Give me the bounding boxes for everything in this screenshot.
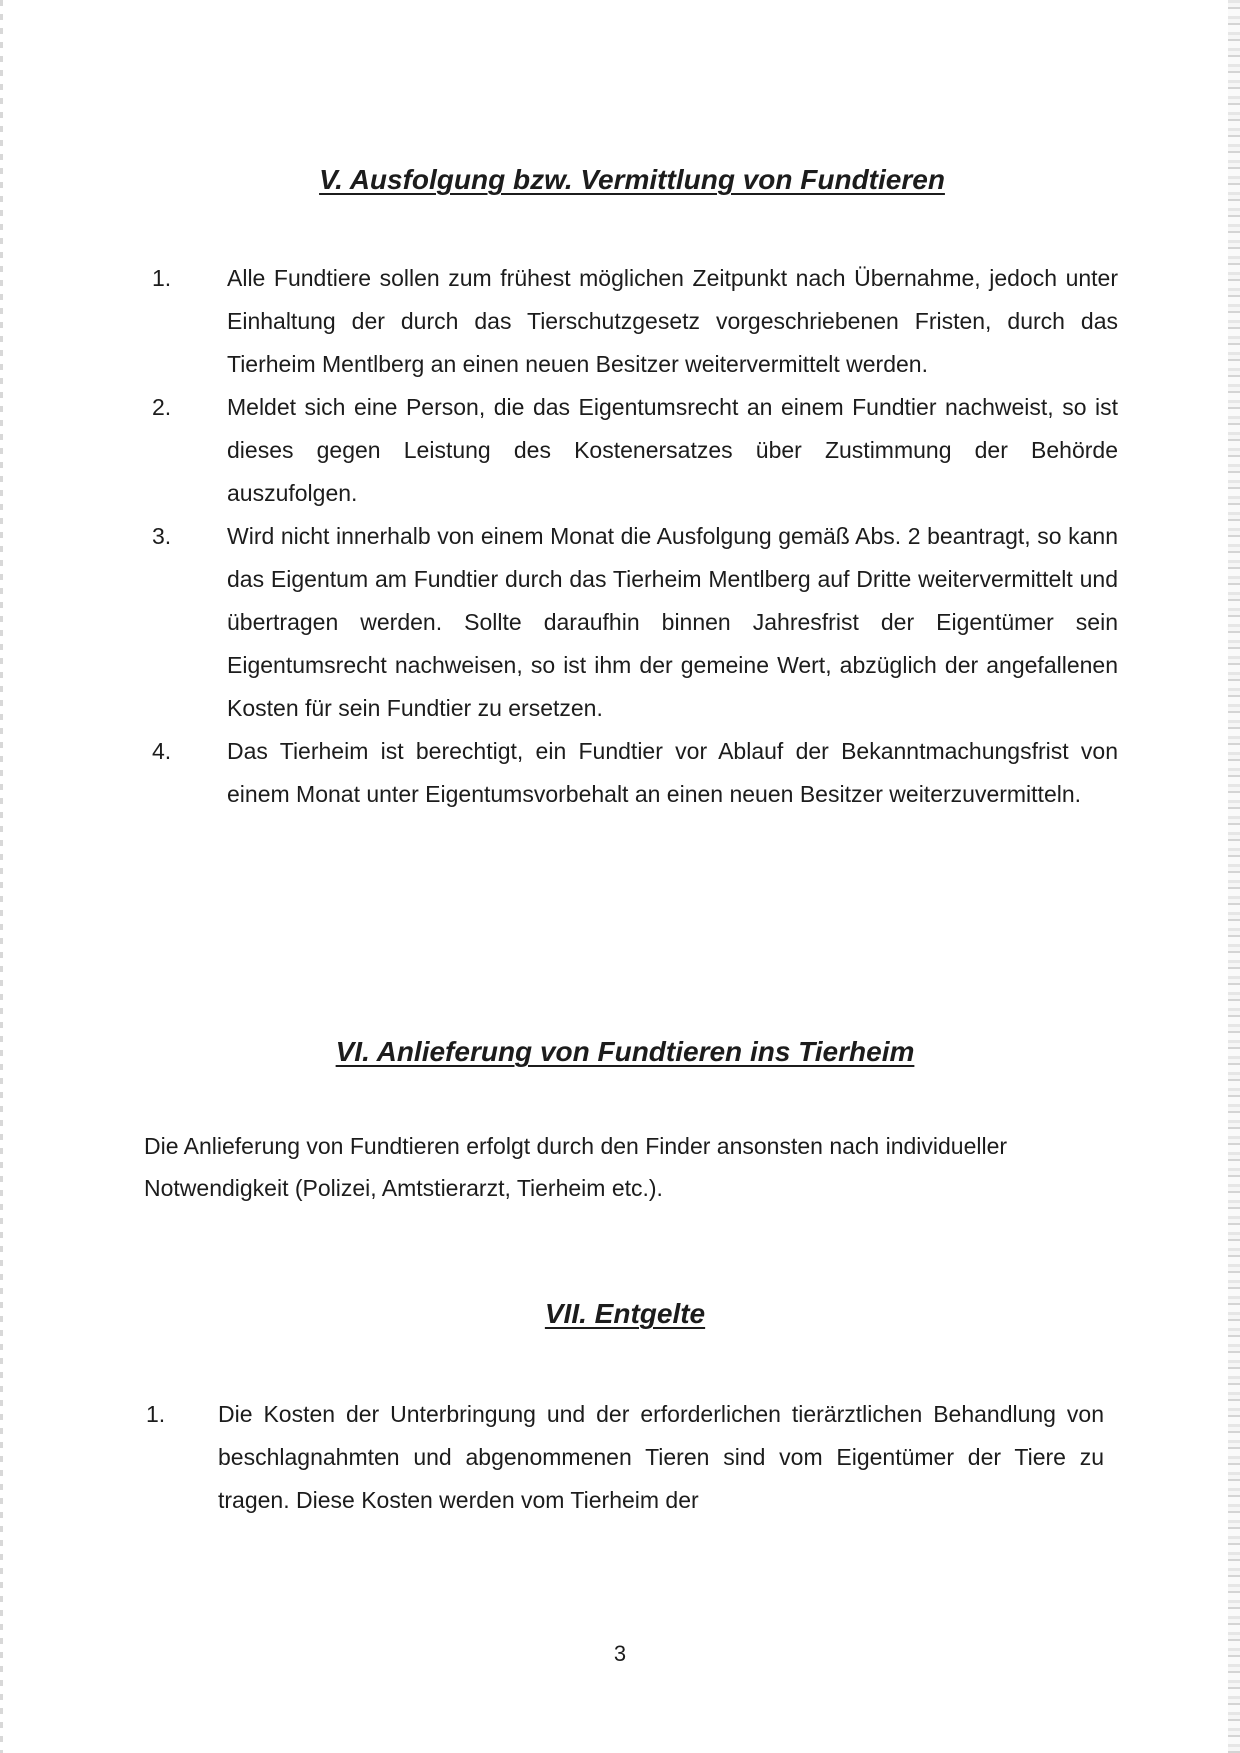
item-number: 1. [152,265,172,291]
item-text: Die Kosten der Unterbringung und der erforderlichen tierärztlichen Behandlung von beschlagnahmten und abgenommenen Tieren sind vom Eigentümer der Tiere zu tragen. Diese Kosten werden vom Tierheim der [218,1401,1104,1513]
item-number: 3. [152,523,172,549]
item-text: Meldet sich eine Person, die das Eigentumsrecht an einem Fundtier nachweist, so ist dieses gegen Leistung des Kostenersatzes über Zustimmung der Behörde auszufolgen. [227,394,1118,506]
section-7-heading: VII. Entgelte [544,1298,706,1329]
list-item [152,730,1118,816]
section-6-paragraph: Die Anlieferung von Fundtieren erfolgt durch den Finder ansonsten nach individueller Notwendigkeit (Polizei, Amtstierarzt, Tierheim etc.). [144,1133,1008,1201]
scan-edge-right [1228,0,1240,1753]
list-item [146,1393,1104,1522]
section-5-list [152,257,1118,816]
item-text: Das Tierheim ist berechtigt, ein Fundtier vor Ablauf der Bekanntmachungsfrist von einem Monat unter Eigentumsvorbehalt an einen neuen Besitzer weiterzuvermitteln. [227,738,1118,807]
item-number: 2. [152,394,172,420]
scan-edge-left [0,0,3,1753]
list-item [152,257,1118,386]
page-number: 3 [613,1641,627,1666]
section-5-heading: V. Ausfolgung bzw. Vermittlung von Fundtieren [319,164,945,195]
section-7-list [146,1393,1104,1522]
section-6-heading: VI. Anlieferung von Fundtieren ins Tierheim [335,1036,915,1067]
item-text: Alle Fundtiere sollen zum frühest möglichen Zeitpunkt nach Übernahme, jedoch unter Einhaltung der durch das Tierschutzgesetz vorgeschriebenen Fristen, durch das Tierheim Mentlberg an einen neuen Besitzer weitervermittelt werden. [227,265,1118,377]
item-text: Wird nicht innerhalb von einem Monat die Ausfolgung gemäß Abs. 2 beantragt, so kann das Eigentum am Fundtier durch das Tierheim Mentlberg auf Dritte weitervermittelt und übertragen werden. Sollte daraufhin binnen Jahresfrist der Eigentümer sein Eigentumsrecht nachweisen, so ist ihm der gemeine Wert, abzüglich der angefallenen Kosten für sein Fundtier zu ersetzen. [227,523,1118,721]
list-item [152,386,1118,515]
item-number: 4. [152,738,172,764]
list-item [152,515,1118,730]
item-number: 1. [146,1401,166,1427]
